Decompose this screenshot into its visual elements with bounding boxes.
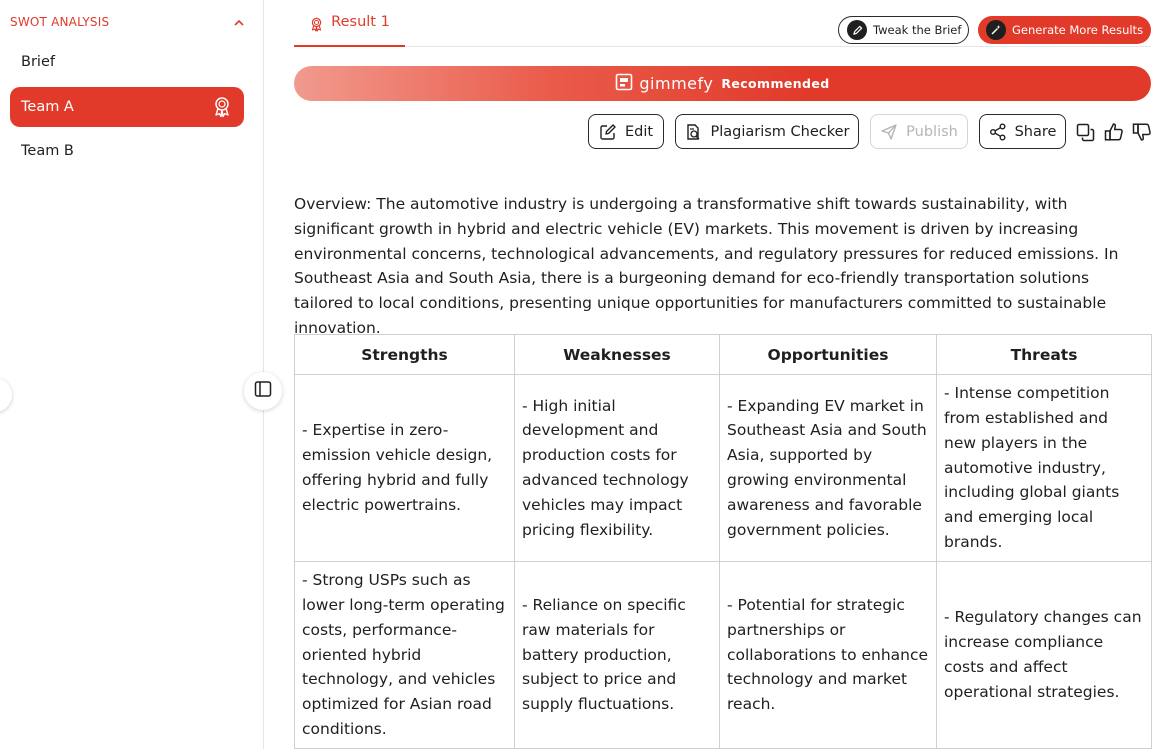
- gimmefy-logo-icon: [615, 73, 633, 95]
- overview-paragraph: Overview: The automotive industry is undergoing a transformative shift towards sustainability, with significant growth in hybrid and electric vehicle (EV) markets. This movement is driven by increasing environmental concerns, technological advancements, and regulatory pressures for reduced emissions. In Southeast Asia and South Asia, there is a burgeoning demand for eco-friendly transportation solutions tailored to local conditions, presenting unique opportunities for manufacturers committed to sustainable innovation.: [294, 195, 1119, 337]
- pencil-icon: [847, 20, 867, 40]
- column-header-threats: Threats: [937, 335, 1152, 375]
- table-cell: - High initial development and production costs for advanced technology vehicles may impact pricing flexibility.: [515, 375, 720, 562]
- send-icon: [880, 123, 898, 141]
- sidebar-item-team-b[interactable]: [10, 131, 244, 171]
- share-icon: [989, 123, 1007, 141]
- tab-result-1[interactable]: [294, 14, 405, 47]
- column-header-opportunities: Opportunities: [720, 335, 937, 375]
- brand-name: gimmefy: [639, 74, 714, 93]
- share-label: Share: [1014, 123, 1057, 140]
- result-tabbar: [294, 0, 1151, 47]
- recommended-banner: [294, 66, 1151, 101]
- edit-icon: [599, 123, 617, 141]
- main-content: [294, 0, 1151, 749]
- magic-wand-icon: [986, 20, 1006, 40]
- table-header-row: [295, 335, 1152, 375]
- table-cell: - Reliance on specific raw materials for battery production, subject to price and supply fluctuations.: [515, 562, 720, 749]
- sidebar-item-label: Brief: [21, 54, 55, 70]
- recommended-tag: Recommended: [721, 76, 830, 91]
- plagiarism-checker-label: Plagiarism Checker: [710, 123, 850, 140]
- column-header-strengths: Strengths: [295, 335, 515, 375]
- table-cell: - Potential for strategic partnerships or collaborations to enhance technology and market reach.: [720, 562, 937, 749]
- publish-button[interactable]: [870, 114, 968, 149]
- publish-label: Publish: [906, 123, 958, 140]
- table-cell: - Expertise in zero-emission vehicle design, offering hybrid and fully electric powertrains.: [295, 375, 515, 562]
- sidebar-item-brief[interactable]: [10, 42, 244, 82]
- table-cell: - Intense competition from established and new players in the automotive industry, including global giants and emerging local brands.: [937, 375, 1152, 562]
- table-cell: - Regulatory changes can increase compliance costs and affect operational strategies.: [937, 562, 1152, 749]
- table-row: [295, 562, 1152, 749]
- sidebar-toggle-button[interactable]: [244, 372, 282, 410]
- share-button[interactable]: [979, 114, 1066, 149]
- sidebar-section-header[interactable]: [10, 14, 246, 30]
- award-icon: [309, 17, 324, 32]
- table-cell: - Strong USPs such as lower long-term operating costs, performance-oriented hybrid technology, and vehicles optimized for Asian road conditions.: [295, 562, 515, 749]
- award-icon: [211, 96, 233, 118]
- swot-table: [294, 334, 1152, 749]
- sidebar-item-label: Team A: [21, 99, 74, 115]
- table-cell: - Expanding EV market in Southeast Asia and South Asia, supported by growing environmental awareness and favorable government policies.: [720, 375, 937, 562]
- sidebar-panel-icon: [254, 380, 272, 402]
- column-header-weaknesses: Weaknesses: [515, 335, 720, 375]
- generate-more-label: Generate More Results: [1012, 23, 1144, 37]
- edit-button[interactable]: [588, 114, 664, 149]
- generate-more-results-button[interactable]: [978, 16, 1151, 44]
- sidebar-item-team-a[interactable]: [10, 87, 244, 127]
- collapsed-panel-handle[interactable]: [0, 378, 12, 412]
- thumbs-down-icon[interactable]: [1131, 121, 1153, 143]
- sidebar-section-title: SWOT ANALYSIS: [10, 15, 110, 29]
- table-row: [295, 375, 1152, 562]
- document-check-icon: [684, 123, 702, 141]
- chevron-up-icon[interactable]: [232, 15, 246, 29]
- sidebar-item-label: Team B: [21, 143, 74, 159]
- edit-label: Edit: [624, 123, 654, 140]
- copy-icon[interactable]: [1074, 121, 1096, 143]
- tab-label: Result 1: [331, 14, 390, 30]
- plagiarism-checker-button[interactable]: [675, 114, 859, 149]
- thumbs-up-icon[interactable]: [1103, 121, 1125, 143]
- sidebar: [0, 0, 264, 749]
- tweak-brief-button[interactable]: [838, 16, 969, 44]
- tweak-brief-label: Tweak the Brief: [873, 23, 962, 37]
